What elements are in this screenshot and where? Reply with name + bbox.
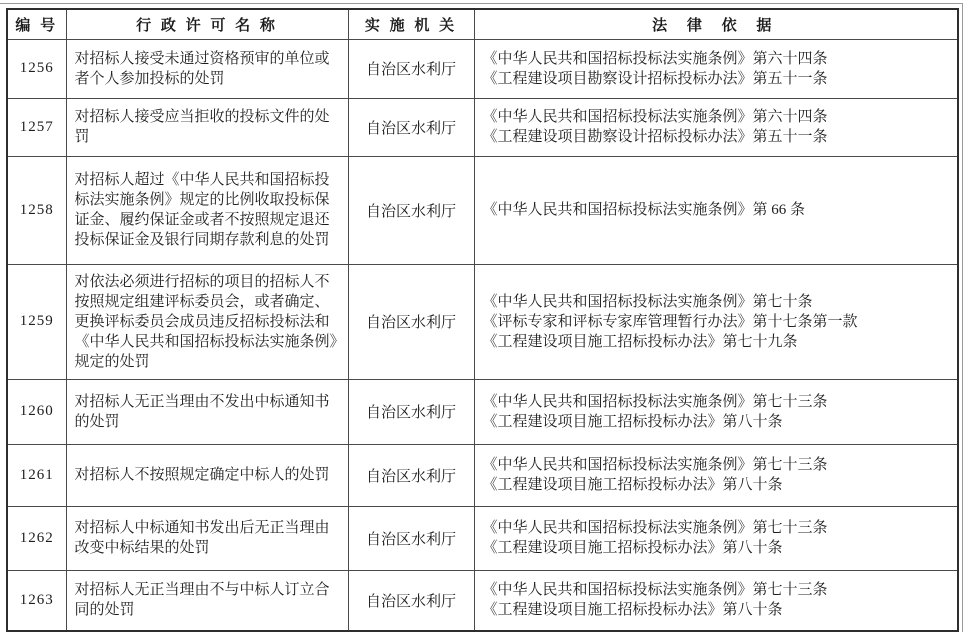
table-row (7, 98, 958, 156)
table-row (7, 444, 958, 506)
permit-name-cell: 对招标人接受应当拒收的投标文件的处罚 (66, 98, 348, 156)
authority-cell: 自治区水利厅 (348, 570, 474, 631)
authority-cell: 自治区水利厅 (348, 98, 474, 156)
permit-name-cell: 对招标人无正当理由不发出中标通知书的处罚 (66, 379, 348, 444)
authority-cell: 自治区水利厅 (348, 264, 474, 379)
permit-name-cell: 对招标人接受未通过资格预审的单位或者个人参加投标的处罚 (66, 39, 348, 98)
row-id-cell: 1257 (7, 98, 66, 156)
permit-name-cell: 对招标人超过《中华人民共和国招标投标法实施条例》规定的比例收取投标保证金、履约保证金或者不按照规定退还投标保证金及银行同期存款利息的处罚 (66, 156, 348, 264)
legal-basis-cell (474, 570, 958, 631)
table-row (7, 570, 958, 631)
table-row (7, 264, 958, 379)
authority-cell: 自治区水利厅 (348, 379, 474, 444)
header-id: 编 号 (7, 9, 66, 39)
header-legal-basis: 法 律 依 据 (474, 9, 958, 39)
row-id-cell: 1256 (7, 39, 66, 98)
legal-basis-cell (474, 506, 958, 570)
permit-name-cell: 对招标人无正当理由不与中标人订立合同的处罚 (66, 570, 348, 631)
table-row (7, 39, 958, 98)
legal-basis-line: 《评标专家和评标专家库管理暂行办法》第十七条第一款 (482, 313, 858, 330)
legal-basis-line: 《中华人民共和国招标投标法实施条例》第七十条 (482, 293, 813, 310)
page-edge-right-line (962, 3, 963, 632)
legal-basis-line: 《中华人民共和国招标投标法实施条例》第七十三条 (482, 457, 828, 473)
row-id-cell: 1261 (7, 444, 66, 506)
authority-cell: 自治区水利厅 (348, 156, 474, 264)
authority-cell: 自治区水利厅 (348, 39, 474, 98)
header-authority: 实 施 机 关 (348, 9, 474, 39)
legal-basis-line: 《工程建设项目施工招标投标办法》第八十条 (482, 602, 783, 619)
legal-basis-line: 《工程建设项目勘察设计招标投标办法》第五十一条 (482, 129, 828, 145)
legal-basis-cell (474, 379, 958, 444)
legal-basis-cell (474, 98, 958, 156)
row-id-cell: 1263 (7, 570, 66, 631)
table-header-row (7, 9, 958, 39)
table-row (7, 379, 958, 444)
authority-cell: 自治区水利厅 (348, 444, 474, 506)
row-id-cell: 1262 (7, 506, 66, 570)
legal-basis-line: 《工程建设项目施工招标投标办法》第七十九条 (482, 333, 798, 350)
table-row (7, 506, 958, 570)
row-id-cell: 1260 (7, 379, 66, 444)
legal-basis-line: 《工程建设项目施工招标投标办法》第八十条 (482, 413, 783, 430)
authority-cell: 自治区水利厅 (348, 506, 474, 570)
legal-basis-cell (474, 39, 958, 98)
legal-basis-line: 《中华人民共和国招标投标法实施条例》第六十四条 (482, 109, 828, 125)
legal-basis-cell (474, 156, 958, 264)
page-edge-top-line (0, 3, 963, 4)
header-permit-name: 行 政 许 可 名 称 (66, 9, 348, 39)
legal-basis-line: 《中华人民共和国招标投标法实施条例》第 66 条 (482, 202, 806, 218)
legal-basis-cell (474, 444, 958, 506)
legal-basis-line: 《中华人民共和国招标投标法实施条例》第七十三条 (482, 393, 828, 410)
legal-basis-line: 《中华人民共和国招标投标法实施条例》第七十三条 (482, 520, 828, 536)
permit-name-cell: 对依法必须进行招标的项目的招标人不按照规定组建评标委员会，或者确定、更换评标委员会成员违反招标投标法和《中华人民共和国招标投标法实施条例》规定的处罚 (66, 264, 348, 379)
legal-basis-line: 《中华人民共和国招标投标法实施条例》第六十四条 (482, 50, 828, 67)
legal-basis-line: 《工程建设项目勘察设计招标投标办法》第五十一条 (482, 70, 828, 87)
legal-basis-line: 《工程建设项目施工招标投标办法》第八十条 (482, 540, 783, 556)
permit-name-cell: 对招标人中标通知书发出后无正当理由改变中标结果的处罚 (66, 506, 348, 570)
legal-basis-line: 《中华人民共和国招标投标法实施条例》第七十三条 (482, 582, 828, 599)
row-id-cell: 1258 (7, 156, 66, 264)
permit-name-cell: 对招标人不按照规定确定中标人的处罚 (66, 444, 348, 506)
legal-basis-cell (474, 264, 958, 379)
administrative-permits-table (6, 8, 959, 632)
legal-basis-line: 《工程建设项目施工招标投标办法》第八十条 (482, 477, 783, 493)
table-row (7, 156, 958, 264)
row-id-cell: 1259 (7, 264, 66, 379)
